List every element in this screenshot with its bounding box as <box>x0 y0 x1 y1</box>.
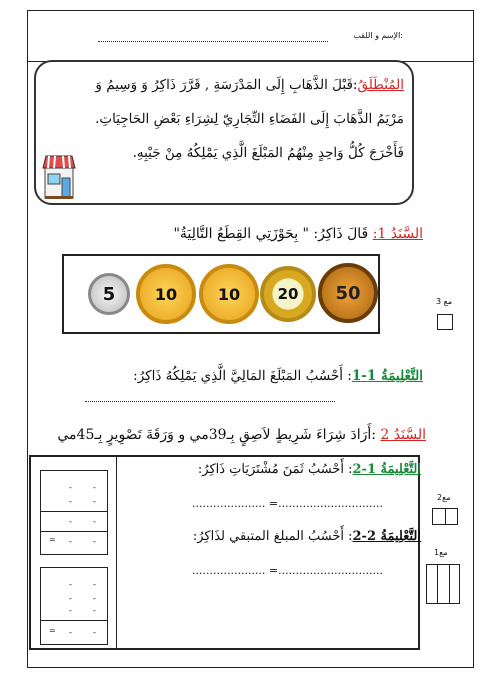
shop-icon <box>42 152 76 200</box>
task3 <box>193 529 421 544</box>
work-box-2[interactable]: - - - - - - = - - <box>40 567 108 645</box>
intro-paragraph <box>78 68 404 170</box>
coin: 20 <box>260 266 316 322</box>
grade-box-2[interactable] <box>432 508 458 525</box>
task1-text: : أَحْسُبُ المَبْلَغَ المَالِيَّ الَّذِي يَمْلِكُهُ ذَاكِرُ: <box>133 368 352 384</box>
task3-text: : أَحْسُبُ المبلغ المتبقي لذَاكِرُ: <box>192 529 353 544</box>
grade-box-1[interactable] <box>437 314 453 330</box>
coin: 10 <box>199 264 259 324</box>
grade-label-2: مع2 <box>437 493 451 502</box>
coins-panel <box>62 254 380 334</box>
task2-text: : أَحْسُبُ ثَمَنَ مُشْتَرَيَاتِ ذَاكِرُ: <box>197 462 353 477</box>
task2-label: التَّعْلِيمَةُ 1-2 <box>352 462 421 477</box>
task3-answer-line[interactable]: ..................... =.............................. <box>192 564 384 577</box>
work-box-1[interactable]: - - - - - - = - - <box>40 470 108 555</box>
grade-label-3: مع1 <box>434 548 448 557</box>
sanad1-text: قَالَ ذَاكِرُ: " بِحَوْزَتِي القِطَعُ التَّالِيَةُ" <box>173 226 373 242</box>
sanad2-text: :أَرَادَ شِرَاءَ شَرِيطٍ لاَصِقٍ بِـ39مي و وَرَقَةَ تَصْوِيرٍ بِـ45مي <box>57 427 381 443</box>
name-bar <box>28 11 473 62</box>
grade-box-3[interactable] <box>426 564 460 604</box>
coin: 50 <box>318 263 378 323</box>
intro-text: :قَبْلَ الذَّهَابِ إِلَى المَدْرَسَةِ , قَرَّرَ ذَاكِرُ وَ وَسِيمُ وَ مَرْيَمُ الذَّهَابَ إِلَى الفَضَاءِ التِّجَارِيّ لِشِرَاءِ بَعْضِ الحَاجِيَاتِ. فَأَخْرَجَ كُلُّ وَاحِدٍ مِنْهُمُ المَبْلَغَ الَّذِي يَمْلِكُهُ مِنْ جَيْبِهِ. <box>95 77 404 161</box>
box-divider <box>116 457 117 648</box>
sanad2-label: السَّنَدُ 2 <box>380 427 426 443</box>
sanad1-label: السَّنَدُ 1: <box>372 226 423 242</box>
coin: 10 <box>136 264 196 324</box>
name-label: الإسم و اللقب: <box>353 31 403 40</box>
task3-label: التَّعْلِيمَةُ 2-2 <box>352 529 421 544</box>
sanad1 <box>173 226 423 242</box>
sanad2 <box>57 427 426 443</box>
task1-label: التَّعْلِيمَةُ 1-1 <box>351 368 423 384</box>
intro-label: المُنْطَلَقُ <box>357 77 404 93</box>
task2-answer-line[interactable]: ..................... =.............................. <box>192 497 384 510</box>
task1-answer-line[interactable] <box>85 401 335 402</box>
coin: 5 <box>88 273 130 315</box>
intro-box <box>34 60 414 205</box>
task1 <box>133 368 423 384</box>
grade-label-1: مع 3 <box>436 297 453 306</box>
task2 <box>198 462 421 477</box>
name-dots <box>98 41 328 42</box>
